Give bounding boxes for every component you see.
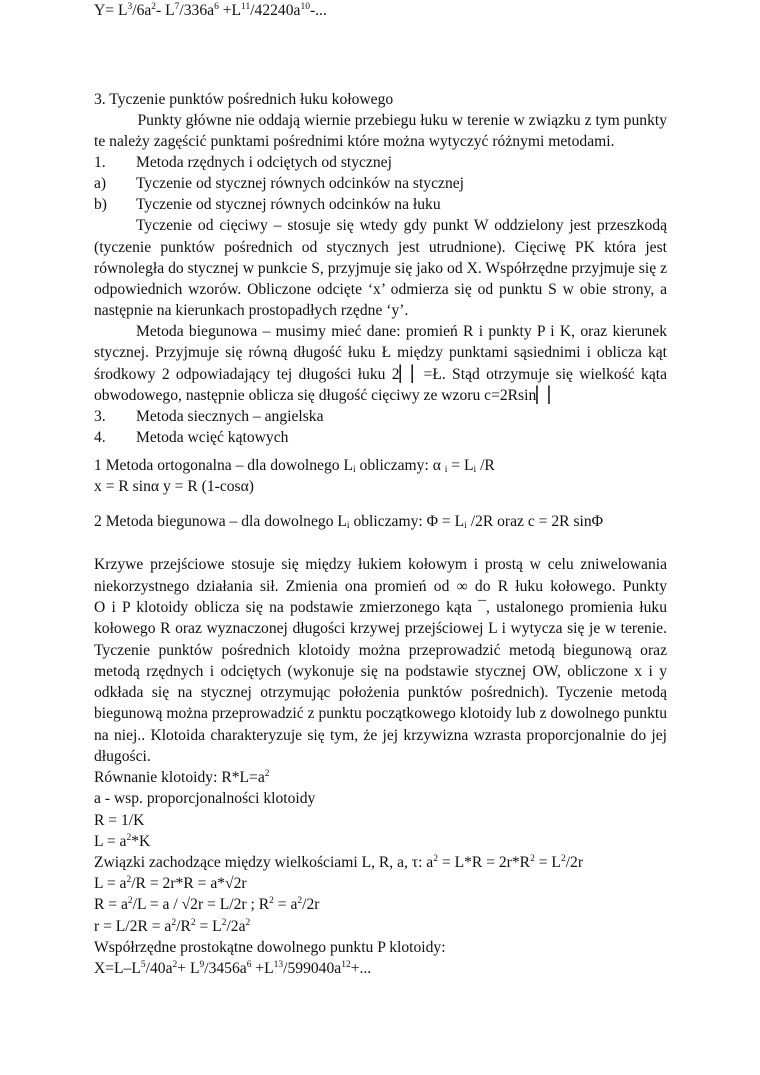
- text-line: [94, 0, 667, 22]
- text-line: [94, 937, 667, 959]
- text-line: [94, 427, 667, 449]
- text-line: [94, 300, 667, 322]
- text-segment: długości.: [94, 748, 151, 765]
- text-segment: Tyczenie punktów pośrednich klotoidy można przeprowadzić metodą biegunową oraz: [94, 642, 667, 659]
- text-segment: na niej.. Klotoida charakteryzuje się tym, że jej krzywizna wzrasta proporcjonalnie do jej: [94, 727, 667, 744]
- text-line: [94, 703, 667, 725]
- text-segment: +L: [251, 960, 274, 977]
- superscript: 2: [245, 918, 251, 928]
- text-segment: stycznej. Przyjmuje się równą długość łuku Ł między punktami sąsiednimi i oblicza kąt: [94, 344, 667, 361]
- superscript: 2: [269, 896, 274, 906]
- text-line: [94, 476, 667, 498]
- text-line: [94, 511, 667, 533]
- text-segment: następnie na kierunkach prostopadłych rzędne ‘y’.: [94, 302, 409, 319]
- text-line: [94, 831, 667, 853]
- superscript: 6: [214, 2, 219, 12]
- text-segment: /40a: [145, 960, 173, 977]
- text-segment: 2 Metoda biegunowa – dla dowolnego L: [94, 513, 347, 530]
- text-segment: L = a: [94, 833, 127, 850]
- text-segment: Y= L: [94, 2, 128, 19]
- text-segment: /2r: [302, 896, 320, 913]
- text-segment: + L: [177, 960, 200, 977]
- superscript: 2: [171, 918, 177, 928]
- text-line: [94, 788, 667, 810]
- text-segment: biegunową można przeprowadzić z punktu początkowego klotoidy lub z dowolnego punktu: [94, 705, 667, 722]
- text-line: [94, 152, 667, 174]
- text-segment: Współrzędne prostokątne dowolnego punktu P klotoidy:: [94, 939, 446, 956]
- text-segment: L = a: [94, 875, 127, 892]
- text-line: [94, 894, 667, 916]
- text-line: [94, 810, 667, 832]
- superscript: 13: [273, 960, 284, 970]
- superscript: 7: [174, 2, 180, 12]
- text-line: [94, 682, 667, 704]
- subscript: i: [352, 465, 356, 475]
- superscript: 11: [241, 2, 251, 12]
- text-segment: = L: [447, 457, 474, 474]
- text-segment: Tyczenie od stycznej równych odcinków na stycznej: [136, 175, 464, 192]
- text-segment: Metoda siecznych – angielska: [136, 408, 324, 425]
- text-segment: obwodowego, następnie oblicza się długość cięciwy ze wzoru c=2Rsin▏▏: [94, 387, 561, 404]
- text-segment: /336a: [179, 2, 215, 19]
- text-segment: odkłada się na stycznej otrzymując położenia punktów pośrednich). Tyczenie metodą: [94, 684, 667, 701]
- text-segment: = L*R = 2r*R: [437, 854, 531, 871]
- text-line: [94, 640, 667, 662]
- text-segment: te należy zagęścić punktami pośrednimi które można wytyczyć różnymi metodami.: [94, 133, 615, 150]
- superscript: 2: [560, 854, 566, 864]
- text-segment: /2R oraz c = 2R sinΦ: [466, 513, 604, 530]
- text-line: [94, 279, 667, 301]
- text-line: [94, 597, 667, 619]
- superscript: 2: [297, 896, 303, 906]
- text-segment: 1 Metoda ortogonalna – dla dowolnego L: [94, 457, 353, 474]
- subscript: i: [444, 465, 448, 475]
- text-segment: niekorzystnego działania sił. Zmienia ona promień od ∞ do R łuku kołowego. Punkty: [94, 578, 667, 595]
- text-line: [94, 576, 667, 598]
- superscript: 3: [127, 2, 133, 12]
- text-line: [94, 406, 667, 428]
- superscript: 2: [172, 960, 178, 970]
- text-line: [94, 746, 667, 768]
- text-line: [94, 237, 667, 259]
- text-segment: x = R sinα y = R (1-cosα): [94, 478, 254, 495]
- text-segment: R = 1/K: [94, 812, 145, 829]
- superscript: 2: [221, 918, 227, 928]
- superscript: 2: [264, 769, 270, 779]
- list-number: 1.: [94, 154, 106, 171]
- list-number: b): [94, 196, 107, 213]
- text-line: [94, 618, 667, 640]
- text-line: [94, 110, 667, 132]
- text-segment: /R = 2r*R = a*√2r: [131, 875, 247, 892]
- subscript: i: [473, 465, 477, 475]
- text-segment: /3456a: [204, 960, 247, 977]
- text-line: [94, 554, 667, 576]
- text-segment: r = L/2R = a: [94, 918, 172, 935]
- superscript: 2: [126, 833, 132, 843]
- superscript: 2: [433, 854, 438, 864]
- text-segment: /2r: [565, 854, 584, 871]
- text-line: [94, 89, 667, 111]
- list-number: 4.: [94, 429, 106, 446]
- list-number: 3.: [94, 408, 106, 425]
- subscript: i: [346, 521, 350, 531]
- text-segment: Związki zachodzące między wielkościami L, R, a, τ: a: [94, 854, 434, 871]
- text-segment: odpowiednich wzorów. Obliczone odcięte ‘x’ odmierza się od punktu S w obie strony, a: [94, 281, 667, 298]
- text-line: [94, 364, 667, 386]
- text-segment: /R: [476, 457, 495, 474]
- text-segment: środkowy 2 odpowiadający tej długości łuku 2▏▏=Ł. Stąd otrzymuje się wielkość kąta: [94, 366, 667, 383]
- text-segment: /599040a: [283, 960, 342, 977]
- text-segment: Tyczenie od stycznej równych odcinków na łuku: [136, 196, 441, 213]
- text-segment: (tyczenie punktów pośrednich od stycznych jest utrudnione). Cięciwę PK która jest: [94, 239, 667, 256]
- text-line: [94, 661, 667, 683]
- text-segment: Punkty główne nie oddają wiernie przebiegu łuku w terenie w związku z tym punkty: [94, 112, 667, 129]
- text-segment: Metoda rzędnych i odciętych od stycznej: [136, 154, 392, 171]
- text-line: [136, 321, 667, 343]
- superscript: 2: [530, 854, 535, 864]
- text-segment: obliczamy: α: [355, 457, 445, 474]
- superscript: 10: [300, 2, 310, 12]
- text-segment: /R: [176, 918, 191, 935]
- text-segment: Krzywe przejściowe stosuje się między łukiem kołowym i prostą w celu zniwelowania: [94, 556, 667, 573]
- text-segment: kołowego R oraz wyznaczonej długości krzywej przejściowej L i wytycza się je w terenie.: [94, 620, 667, 637]
- text-line: [94, 342, 667, 364]
- superscript: 2: [126, 875, 132, 885]
- superscript: 12: [341, 960, 351, 970]
- text-line: [94, 852, 667, 874]
- text-segment: *K: [131, 833, 151, 850]
- text-segment: +...: [350, 960, 372, 977]
- text-segment: = a: [273, 896, 298, 913]
- text-segment: = L: [195, 918, 222, 935]
- text-segment: X=L–L: [94, 960, 141, 977]
- text-segment: a - wsp. proporcjonalności klotoidy: [94, 790, 316, 807]
- superscript: 6: [246, 960, 252, 970]
- text-line: [94, 131, 667, 153]
- text-line: [94, 873, 667, 895]
- text-segment: obliczamy: Φ = L: [349, 513, 465, 530]
- superscript: 9: [199, 960, 205, 970]
- text-segment: Tyczenie od cięciwy – stosuje się wtedy gdy punkt W oddzielony jest przeszkodą: [136, 217, 667, 234]
- text-segment: /L = a / √2r = L/2r ; R: [132, 896, 270, 913]
- superscript: 5: [140, 960, 146, 970]
- superscript: 2: [190, 918, 196, 928]
- text-line: [94, 258, 667, 280]
- text-segment: /6a: [132, 2, 152, 19]
- text-segment: = L: [534, 854, 561, 871]
- text-segment: +L: [218, 2, 242, 19]
- text-segment: R = a: [94, 896, 128, 913]
- text-line: [94, 958, 667, 980]
- text-line: [94, 173, 667, 195]
- text-line: [94, 455, 667, 477]
- text-segment: metodą rzędnych i odciętych (wykonuje się na podstawie stycznej OW, obliczone x i y: [94, 663, 667, 680]
- superscript: 2: [127, 896, 133, 906]
- list-number: a): [94, 175, 107, 192]
- text-line: [136, 215, 667, 237]
- text-segment: równoległa do stycznej w punkcie S, przyjmuje się jako od X. Współrzędne przyjmuje się z: [94, 260, 667, 277]
- text-segment: /42240a: [250, 2, 301, 19]
- text-line: [94, 767, 667, 789]
- text-segment: Metoda wcięć kątowych: [136, 429, 289, 446]
- text-segment: -...: [309, 2, 327, 19]
- text-segment: /2a: [226, 918, 246, 935]
- subscript: i: [464, 521, 467, 531]
- superscript: 2: [151, 2, 157, 12]
- text-segment: Metoda biegunowa – musimy mieć dane: promień R i punkty P i K, oraz kierunek: [136, 323, 667, 340]
- text-segment: O i P klotoidy oblicza się na podstawie zmierzonego kąta ¯, ustalonego promienia łuku: [94, 599, 667, 616]
- text-segment: Równanie klotoidy: R*L=a: [94, 769, 265, 786]
- text-line: [94, 194, 667, 216]
- text-segment: 3. Tyczenie punktów pośrednich łuku kołowego: [94, 91, 394, 108]
- text-line: [94, 385, 667, 407]
- text-segment: - L: [156, 2, 175, 19]
- text-line: [94, 725, 667, 747]
- text-line: [94, 916, 667, 938]
